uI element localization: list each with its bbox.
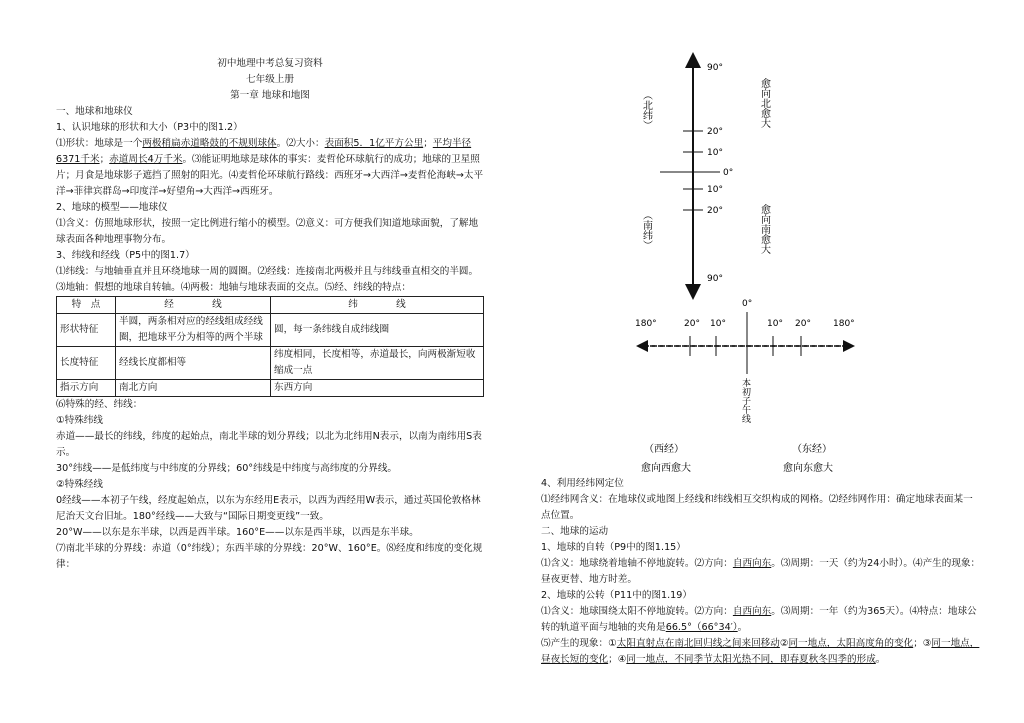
east-trend-label: 愈向东愈大 <box>783 463 833 474</box>
lat-label: 10° <box>707 185 723 195</box>
underlined-text: 同一地点，昼夜长短的变化 <box>541 638 980 665</box>
text: 。⑵大小： <box>276 138 325 149</box>
chapter-title: 第一章 地球和地图 <box>230 90 310 101</box>
doc-subtitle: 七年级上册 <box>246 74 294 85</box>
subsection-heading: 1、地球的自转（P9中的图1.15） <box>541 542 686 553</box>
south-trend-label: 愈向南愈大 <box>758 204 770 254</box>
subsection-heading: 1、认识地球的形状和大小（P3中的图1.2） <box>56 122 243 133</box>
table-cell: 南北方向 <box>116 380 271 397</box>
paragraph: 0经线——本初子午线，经度起始点，以东为东经用E表示，以西为西经用W表示，通过英国伦敦格林尼治天文台旧址。180°经线——大致与“国际日期变更线”一致。 <box>56 495 481 522</box>
lon-label: 180° <box>635 319 657 329</box>
subsection-heading: 2、地球的公转（P11中的图1.19） <box>541 590 692 601</box>
table-cell: 形状特征 <box>57 314 116 347</box>
lat-label: 0° <box>723 168 734 178</box>
paragraph: ⑶地轴：假想的地球自转轴。⑷两极：地轴与地球表面的交点。⑸经、纬线的特点： <box>56 282 411 293</box>
text: ； <box>423 138 433 149</box>
underlined-text: 赤道周长4万千米 <box>109 154 183 165</box>
prime-meridian-label: 本初子午线 <box>740 378 750 423</box>
text: 。 <box>875 654 886 665</box>
right-column <box>541 476 981 668</box>
paragraph: ⑴含义：仿照地球形状，按照一定比例进行缩小的模型。⑵意义：可方便我们知道地球面貌，了解地球表面各种地理事物分布。 <box>56 218 479 245</box>
text: ； <box>99 154 110 165</box>
text: ⑸产生的现象：① <box>541 638 617 649</box>
underlined-text: 太阳直射点在南北回归线之间来回移动 <box>616 638 780 649</box>
section-heading: 一、地球和地球仪 <box>56 106 133 117</box>
paragraph: 30°纬线——是低纬度与中纬度的分界线；60°纬线是中纬度与高纬度的分界线。 <box>56 463 398 474</box>
south-lat-label: （南纬） <box>640 210 652 250</box>
paragraph: 20°W——以东是东半球，以西是西半球。160°E——以东是西半球，以西是东半球。 <box>56 527 419 538</box>
underlined-text: 自西向东 <box>732 558 772 569</box>
paragraph <box>541 556 981 588</box>
underlined-text: 同一地点，太阳高度角的变化 <box>788 638 914 649</box>
table-header: 特 点 <box>57 297 116 314</box>
underlined-text: 同一地点，不同季节太阳光热不同，即春夏秋冬四季的形成 <box>626 654 876 665</box>
paragraph <box>56 136 484 200</box>
text: 。 <box>737 622 748 633</box>
west-trend-label: 愈向西愈大 <box>641 463 691 474</box>
table-cell: 纬度相同，长度相等，赤道最长，向两极渐短收缩成一点 <box>271 347 484 380</box>
section-heading: 二、地球的运动 <box>541 526 609 537</box>
paragraph: ⑺南北半球的分界线：赤道（0°纬线）；东西半球的分界线：20°W、160°E。⑻经度和纬度的变化规律： <box>56 543 483 570</box>
table-row <box>57 347 484 380</box>
table-header: 纬 线 <box>271 297 484 314</box>
paragraph: ②特殊经线 <box>56 479 103 490</box>
underlined-text: 表面积5．1亿平方公里 <box>324 138 424 149</box>
lat-label: 90° <box>707 274 723 284</box>
table-cell: 东西方向 <box>271 380 484 397</box>
text: ② <box>779 638 789 649</box>
lat-lon-table <box>56 296 484 397</box>
text: ⑴形状：地球是一个 <box>56 138 143 149</box>
paragraph: ⑹特殊的经、纬线： <box>56 399 143 410</box>
text: ；④ <box>608 654 627 665</box>
lon-label: 20° <box>795 319 811 329</box>
text: 。⑶周期：一天（约为24小时）。⑷产生的现象：昼夜更替、地方时差。 <box>541 558 981 585</box>
lat-label: 10° <box>707 148 723 158</box>
lat-label: 90° <box>707 63 723 73</box>
table-row <box>57 314 484 347</box>
underlined-text: 66.5°（66°34′） <box>665 622 738 633</box>
table-cell: 指示方向 <box>57 380 116 397</box>
underlined-text: 自西向东 <box>732 606 772 617</box>
subsection-heading: 2、地球的模型——地球仪 <box>56 202 168 213</box>
lon-label: 180° <box>833 319 855 329</box>
text: 。⑶周期：一年（约为365天）。⑷特点：地球公转的轨道平面与地轴的夹角是 <box>541 606 977 633</box>
text: 。⑶能证明地球是球体的事实：麦哲伦环球航行的成功；地球的卫星照片；月食是地球影子遮挡了照射的阳光。⑷麦哲伦环球航行路线：西班牙→大西洋→麦哲伦海峡→太平洋→菲律宾群岛→印度洋→好望角→大西洋→西班牙。 <box>56 154 484 197</box>
paragraph <box>541 636 981 668</box>
underlined-text: 平均半径6371千米 <box>56 138 472 165</box>
paragraph <box>541 604 981 636</box>
paragraph: 赤道——最长的纬线，纬度的起始点，南北半球的划分界线；以北为北纬用N表示，以南为南纬用S表示。 <box>56 431 482 458</box>
underlined-text: 两极稍扁赤道略鼓的不规则球体 <box>142 138 277 149</box>
west-lon-label: （西经） <box>644 444 684 455</box>
table-cell: 经线长度都相等 <box>116 347 271 380</box>
left-column <box>56 56 484 573</box>
text: ⑴含义：地球绕着地轴不停地旋转。⑵方向： <box>541 558 733 569</box>
north-lat-label: （北纬） <box>640 90 652 130</box>
table-cell: 半圆，两条相对应的经线组成经线圈，把地球平分为相等的两个半球 <box>116 314 271 347</box>
text: ⑴含义：地球围绕太阳不停地旋转。⑵方向： <box>541 606 733 617</box>
paragraph: ⑴纬线：与地轴垂直并且环绕地球一周的圆圈。⑵经线：连接南北两极并且与纬线垂直相交的半圆。 <box>56 266 479 277</box>
doc-title: 初中地理中考总复习资料 <box>217 58 323 69</box>
subsection-heading: 4、利用经纬网定位 <box>541 478 624 489</box>
lon-label: 10° <box>710 319 726 329</box>
table-cell: 长度特征 <box>57 347 116 380</box>
table-row <box>57 380 484 397</box>
table-cell: 圆，每一条纬线自成纬线圈 <box>271 314 484 347</box>
lat-label: 20° <box>707 127 723 137</box>
subsection-heading: 3、纬线和经线（P5中的图1.7） <box>56 250 195 261</box>
lon-label: 0° <box>742 299 753 309</box>
lat-label: 20° <box>707 206 723 216</box>
table-header-row <box>57 297 484 314</box>
text: ；③ <box>913 638 932 649</box>
table-header: 经 线 <box>116 297 271 314</box>
paragraph: ①特殊纬线 <box>56 415 103 426</box>
north-trend-label: 愈向北愈大 <box>758 78 770 128</box>
paragraph: ⑴经纬网含义：在地球仪或地图上经线和纬线相互交织构成的网格。⑵经纬网作用：确定地球表面某一点位置。 <box>541 494 973 521</box>
lon-label: 10° <box>767 319 783 329</box>
east-lon-label: （东经） <box>792 444 832 455</box>
lon-label: 20° <box>684 319 700 329</box>
